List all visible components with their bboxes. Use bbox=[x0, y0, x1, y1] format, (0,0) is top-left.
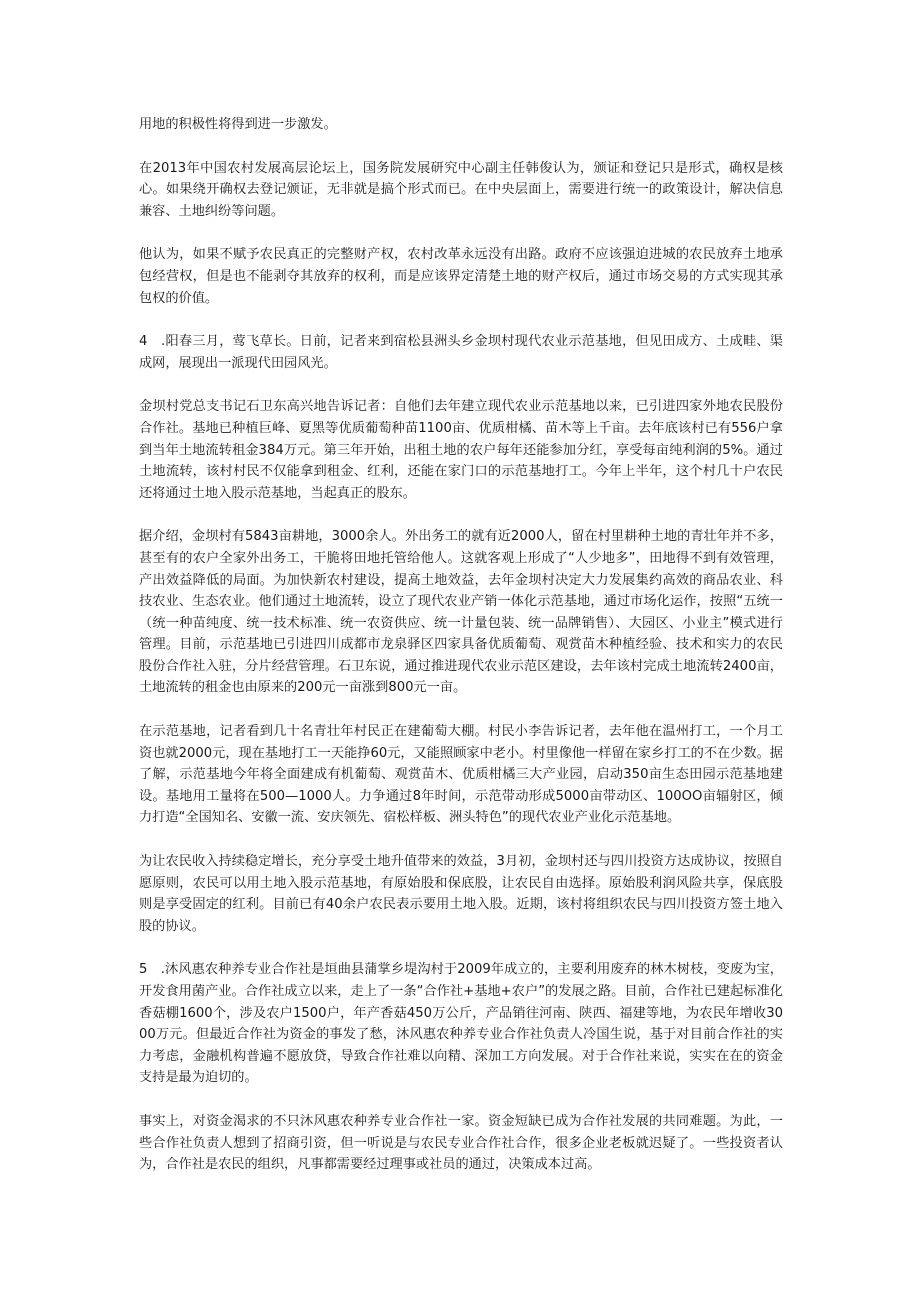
paragraph-land-shares: 为让农民收入持续稳定增长，充分享受土地升值带来的效益，3月初，金坝村还与四川投资方达成协议，按照自愿原则，农民可以用土地入股示范基地，有原始股和保底股，让农民自由选择。原始股利润风险共享，保底股则是享受固定的红利。目前已有40余户农民表示要用土地入股。近期，该村将组织农民与四川投资方签土地入股的协议。 bbox=[139, 854, 783, 934]
paragraph-item-4-intro: 4 .阳春三月，莺飞草长。日前，记者来到宿松县洲头乡金坝村现代农业示范基地，但见田成方、土成畦、渠成网，展现出一派现代田园风光。 bbox=[139, 334, 783, 371]
paragraph-funding-problem: 事实上，对资金渴求的不只沐风惠农种养专业合作社一家。资金短缺已成为合作社发展的共同难题。为此，一些合作社负责人想到了招商引资，但一听说是与农民专业合作社合作，很多企业老板就迟疑了。一些投资者认为，合作社是农民的组织，凡事都需要经过理事或社员的通过，决策成本过高。 bbox=[139, 1113, 783, 1173]
paragraph-secretary-quote: 金坝村党总支书记石卫东高兴地告诉记者：自他们去年建立现代农业示范基地以来，已引进四家外地农民股份合作社。基地已种植巨峰、夏黑等优质葡萄种苗1100亩、优质柑橘、苗木等上千亩。去年底该村已有556户拿到当年土地流转租金384万元。第三年开始，出租土地的农户每年还能参加分红，享受每亩纯利润的5%。通过土地流转，该村村民不仅能拿到租金、红利，还能在家门口的示范基地打工。今年上半年，这个村几十户农民还将通过土地入股示范基地，当起真正的股东。 bbox=[139, 399, 783, 501]
paragraph-forum: 在2013年中国农村发展高层论坛上，国务院发展研究中心副主任韩俊认为，颁证和登记只是形式，确权是核心。如果绕开确权去登记颁证，无非就是搞个形式而已。在中央层面上，需要进行统一的政策设计，解决信息兼容、土地纠纷等问题。 bbox=[139, 160, 783, 219]
paragraph-village-intro: 据介绍，金坝村有5843亩耕地，3000余人。外出务工的就有近2000人，留在村里耕种土地的青壮年并不多，甚至有的农户全家外出务工，干脆将田地托管给他人。这就客观上形成了“人少地多”，田地得不到有效管理，产出效益降低的局面。为加快新农村建设，提高土地效益，去年金坝村决定大力发展集约高效的商品农业、科技农业、生态农业。他们通过土地流转，设立了现代农业产销一体化示范基地，通过市场化运作，按照“五统一（统一种苗纯度、统一技术标准、统一农资供应、统一计量包装、统一品牌销售）、大园区、小业主”模式进行管理。目前，示范基地已引进四川成都市龙泉驿区四家具备优质葡萄、观赏苗木种植经验、技术和实力的农民股份合作社入驻，分片经营管理。石卫东说，通过推进现代农业示范区建设，去年该村完成土地流转2400亩，土地流转的租金也由原来的200元一亩涨到800元一亩。 bbox=[139, 529, 783, 696]
paragraph-item-5-cooperative: 5 .沐风惠农种养专业合作社是垣曲县蒲掌乡堤沟村于2009年成立的，主要利用废弃的林木树枝，变废为宝，开发食用菌产业。合作社成立以来，走上了一条“合作社+基地+农户”的发展之路。目前，合作社已建起标准化香菇棚1600个，涉及农户1500户，年产香菇450万公斤，产品销往河南、陕西、福建等地，为农民年增收3000万元。但最近合作社为资金的事发了愁，沐风惠农种养专业合作社负责人冷国生说，基于对目前合作社的实力考虑，金融机构普遍不愿放贷，导致合作社难以向精、深加工方向发展。对于合作社来说，实实在在的资金支持是最为迫切的。 bbox=[139, 962, 783, 1086]
document-page bbox=[139, 114, 783, 1198]
paragraph-property-rights: 他认为，如果不赋予农民真正的完整财产权，农村改革永远没有出路。政府不应该强迫进城的农民放弃土地承包经营权，但是也不能剥夺其放弃的权利，而是应该界定清楚土地的财产权后，通过市场交易的方式实现其承包权的价值。 bbox=[139, 247, 783, 306]
paragraph-continuation: 用地的积极性将得到进一步激发。 bbox=[139, 117, 337, 132]
paragraph-demo-base: 在示范基地，记者看到几十名青壮年村民正在建葡萄大棚。村民小李告诉记者，去年他在温州打工，一个月工资也就2000元，现在基地打工一天能挣60元，又能照顾家中老小。村里像他一样留在家乡打工的不在少数。据了解，示范基地今年将全面建成有机葡萄、观赏苗木、优质柑橘三大产业园，启动350亩生态田园示范基地建设。基地用工量将在500—1000人。力争通过8年时间，示范带动形成5000亩带动区、100OO亩辐射区，倾力打造“全国知名、安徽一流、安庆领先、宿松样板、洲头特色”的现代农业产业化示范基地。 bbox=[139, 724, 783, 826]
